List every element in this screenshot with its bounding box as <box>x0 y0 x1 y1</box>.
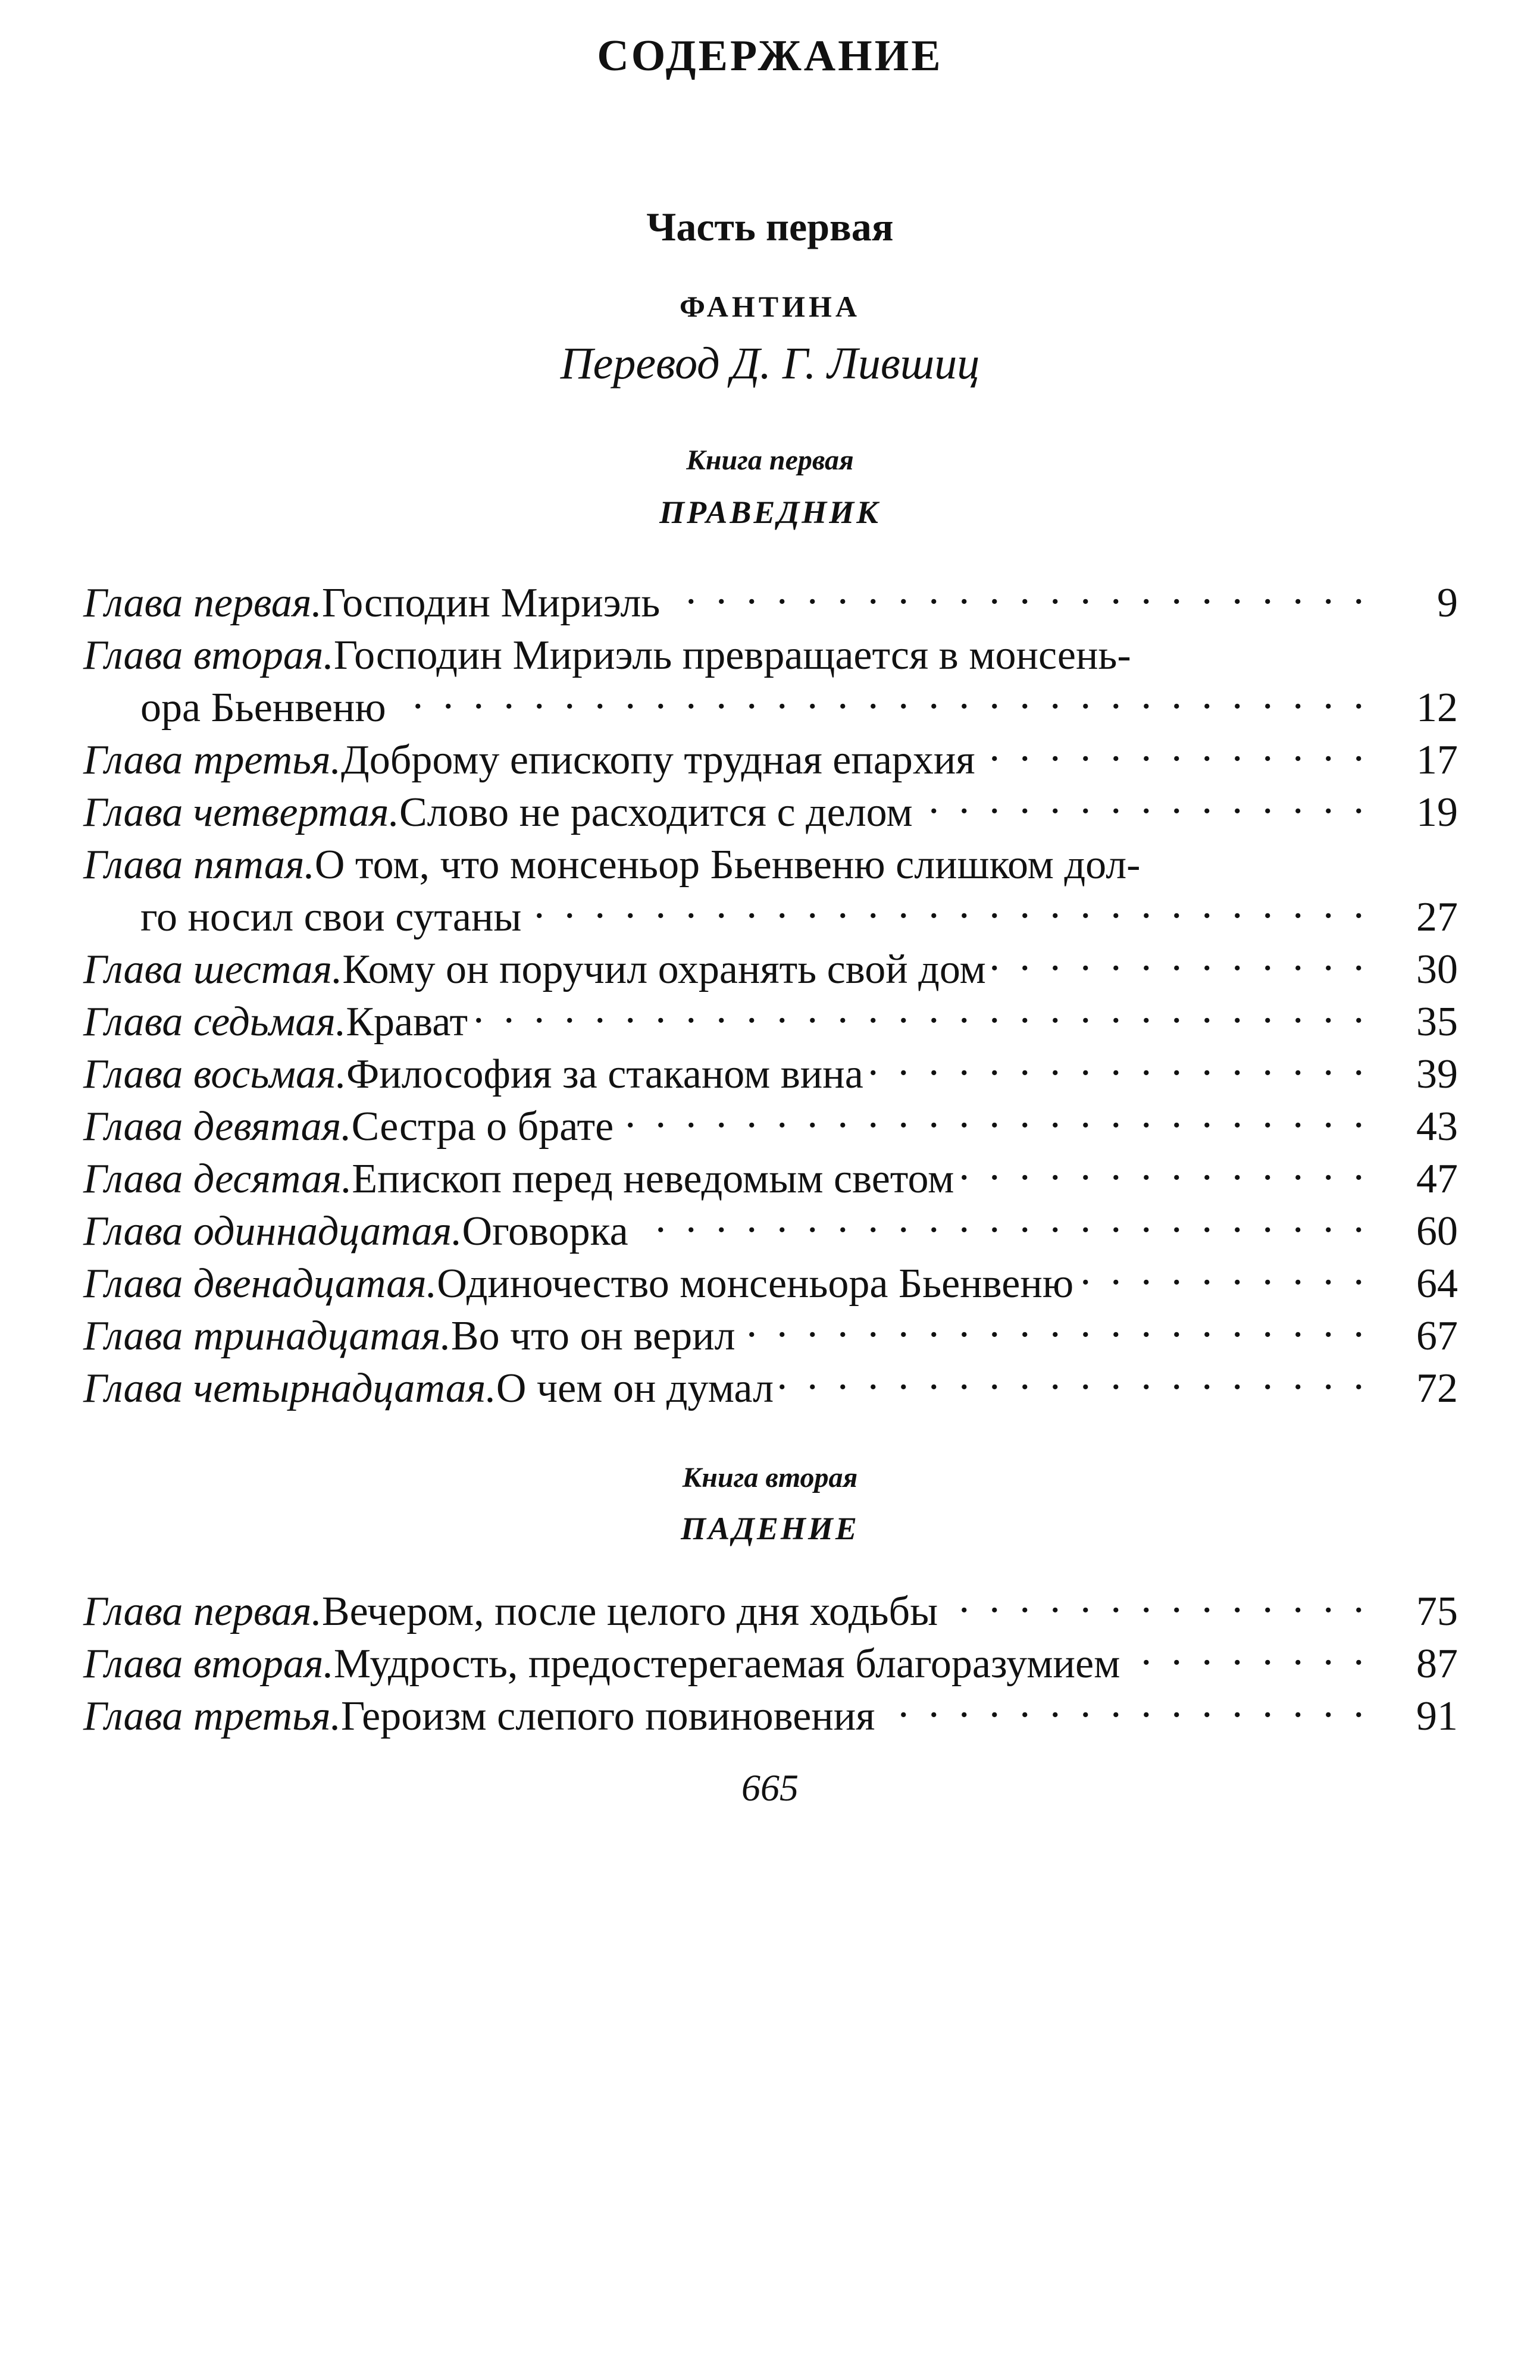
chapter-title: Слово не расходится с делом <box>399 790 913 835</box>
page-ref: 72 <box>1416 1366 1458 1411</box>
chapter-title: Во что он верил <box>450 1313 735 1359</box>
toc-entry <box>83 839 1458 944</box>
page-ref: 67 <box>1416 1313 1458 1359</box>
toc-entry <box>83 577 1458 630</box>
chapter-title: Философия за стаканом вина <box>346 1051 863 1097</box>
dot-leader <box>527 895 1369 931</box>
chapter-title: Героизм слепого повиновения <box>341 1693 875 1739</box>
chapter-title: Крават <box>346 999 468 1045</box>
toc-entry <box>83 1101 1458 1153</box>
toc-entry <box>83 630 1458 734</box>
page-ref: 30 <box>1416 947 1458 992</box>
chapter-title: Вечером, после целого дня ходьбы <box>321 1589 938 1634</box>
dot-leader <box>666 581 1369 616</box>
page-ref: 60 <box>1416 1208 1458 1254</box>
dot-leader <box>619 1104 1369 1140</box>
toc-entry <box>83 1638 1458 1690</box>
chapter-number: Глава шестая. <box>83 947 343 992</box>
dot-leader <box>869 1052 1369 1088</box>
chapter-number: Глава вторая. <box>83 1641 334 1687</box>
chapter-number: Глава первая. <box>83 580 322 626</box>
toc-entry <box>83 1258 1458 1310</box>
toc-entry <box>83 1048 1458 1101</box>
page-ref: 64 <box>1416 1261 1458 1307</box>
dot-leader <box>881 1694 1369 1730</box>
page-ref: 17 <box>1416 737 1458 783</box>
toc-entry <box>83 1363 1458 1415</box>
page-number: 665 <box>741 1767 799 1809</box>
dot-leader <box>741 1314 1369 1349</box>
dot-leader <box>919 790 1369 826</box>
dot-leader <box>1126 1642 1369 1677</box>
book-name-1: ПРАВЕДНИК <box>659 494 881 530</box>
chapter-number: Глава двенадцатая. <box>83 1261 437 1307</box>
chapter-title: Доброму епископу трудная епархия <box>341 737 975 783</box>
chapter-number: Глава четырнадцатая. <box>83 1366 496 1411</box>
chapter-number: Глава третья. <box>83 737 342 783</box>
part-name: ФАНТИНА <box>679 290 861 323</box>
toc-entry <box>83 996 1458 1048</box>
chapter-title: О том, что монсеньор Бьенвеню слишком дол- <box>314 842 1141 888</box>
toc-entry <box>83 1310 1458 1363</box>
translator-credit: Перевод Д. Г. Лившиц <box>560 339 980 389</box>
chapter-title: Господин Мириэль превращается в монсень- <box>333 632 1131 678</box>
toc-entry <box>83 1586 1458 1638</box>
toc-entry <box>83 944 1458 996</box>
chapter-title: Кому он поручил охранять свой дом <box>342 947 986 992</box>
toc-list-book-1 <box>83 577 1458 1415</box>
chapter-number: Глава одиннадцатая. <box>83 1208 462 1254</box>
dot-leader <box>1079 1261 1369 1297</box>
page-ref: 27 <box>1416 894 1458 940</box>
dot-leader <box>474 1000 1369 1035</box>
dot-leader <box>392 685 1369 721</box>
chapter-number: Глава седьмая. <box>83 999 346 1045</box>
page-ref: 75 <box>1416 1589 1458 1634</box>
chapter-title-continued: ора Бьенвеню <box>140 685 386 731</box>
toc-entry <box>83 787 1458 839</box>
page-ref: 87 <box>1416 1641 1458 1687</box>
page-ref: 39 <box>1416 1051 1458 1097</box>
chapter-number: Глава пятая. <box>83 842 315 888</box>
page-ref: 43 <box>1416 1104 1458 1150</box>
dot-leader <box>944 1589 1369 1625</box>
chapter-title: Мудрость, предостерегаемая благоразумием <box>333 1641 1120 1687</box>
toc-entry <box>83 734 1458 787</box>
dot-leader <box>780 1366 1369 1402</box>
part-title: Часть первая <box>646 204 894 249</box>
toc-list-book-2 <box>83 1586 1458 1743</box>
page-ref: 12 <box>1416 685 1458 731</box>
book-label-1: Книга первая <box>686 444 854 476</box>
page-ref: 91 <box>1416 1693 1458 1739</box>
chapter-number: Глава девятая. <box>83 1104 352 1150</box>
page-title: СОДЕРЖАНИЕ <box>597 32 943 80</box>
dot-leader <box>960 1157 1369 1192</box>
book-label-2: Книга вторая <box>682 1462 858 1493</box>
chapter-number: Глава третья. <box>83 1693 342 1739</box>
chapter-title: Епископ перед неведомым светом <box>352 1156 954 1202</box>
chapter-number: Глава первая. <box>83 1589 322 1634</box>
dot-leader <box>992 947 1369 983</box>
page-ref: 9 <box>1437 580 1458 626</box>
chapter-title: Сестра о брате <box>351 1104 614 1150</box>
chapter-title: Одиночество монсеньора Бьенвеню <box>437 1261 1074 1307</box>
toc-entry <box>83 1690 1458 1743</box>
chapter-title-continued: го носил свои сутаны <box>140 894 522 940</box>
dot-leader <box>634 1209 1369 1245</box>
chapter-title: О чем он думал <box>496 1366 774 1411</box>
chapter-title: Оговорка <box>462 1208 628 1254</box>
page-ref: 47 <box>1416 1156 1458 1202</box>
chapter-number: Глава четвертая. <box>83 790 399 835</box>
chapter-number: Глава тринадцатая. <box>83 1313 451 1359</box>
chapter-number: Глава вторая. <box>83 632 334 678</box>
book-name-2: ПАДЕНИЕ <box>681 1511 859 1546</box>
chapter-number: Глава десятая. <box>83 1156 352 1202</box>
chapter-number: Глава восьмая. <box>83 1051 346 1097</box>
toc-entry <box>83 1153 1458 1205</box>
dot-leader <box>981 738 1369 774</box>
page-ref: 19 <box>1416 790 1458 835</box>
page-ref: 35 <box>1416 999 1458 1045</box>
toc-entry <box>83 1205 1458 1258</box>
chapter-title: Господин Мириэль <box>321 580 661 626</box>
